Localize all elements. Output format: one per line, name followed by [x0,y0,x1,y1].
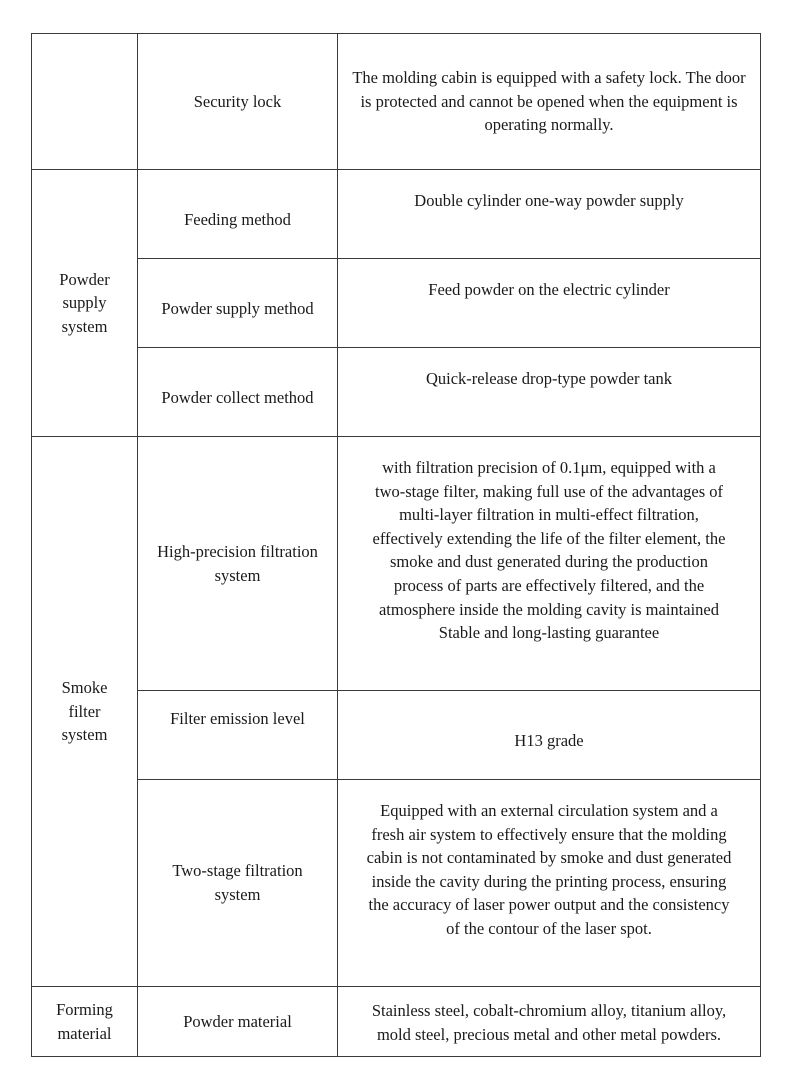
category-line: Powder [59,269,110,289]
label-security-lock: Security lock [138,34,338,170]
table-row [32,780,761,987]
label-line: system [214,565,261,585]
value-line: multi-layer filtration in multi-effect filtration, [399,505,699,525]
spec-table [31,33,761,1057]
category-powder-supply-system [32,170,138,437]
label-feeding-method: Feeding method [138,170,338,259]
value-powder-collect-method: Quick-release drop-type powder tank [338,348,761,437]
value-line: with filtration precision of 0.1μm, equipped with a [382,458,716,477]
value-line: smoke and dust generated during the production [389,552,708,572]
category-forming-material [32,987,138,1057]
label-powder-supply-method: Powder supply method [138,259,338,348]
table-row [32,691,761,780]
category-cell-empty [32,34,138,170]
label-two-stage-filtration [138,780,338,987]
category-line: material [57,1023,112,1043]
value-powder-material [338,987,761,1057]
category-line: system [61,725,108,745]
value-line: Stable and long-lasting guarantee [438,623,660,643]
value-line: of the contour of the laser spot. [446,918,652,938]
table-row [32,348,761,437]
value-line: fresh air system to effectively ensure that the molding [371,824,727,844]
value-line: Stainless steel, cobalt-chromium alloy, titanium alloy, [371,1000,727,1020]
value-feeding-method: Double cylinder one-way powder supply [338,170,761,259]
label-line: High-precision filtration [157,541,318,561]
table-row [32,987,761,1057]
label-high-precision-filtration [138,437,338,691]
category-smoke-filter-system [32,437,138,987]
value-line: inside the cavity during the printing process, ensuring [371,871,727,891]
label-filter-emission-level: Filter emission level [138,691,338,780]
table-row [32,437,761,691]
table-row [32,170,761,259]
value-security-lock: The molding cabin is equipped with a safety lock. The door is protected and cannot be opened when the equipment is operating normally. [338,34,761,170]
value-high-precision-filtration [338,437,761,691]
value-line: effectively extending the life of the filter element, the [372,528,726,548]
value-line: Equipped with an external circulation system and a [380,801,718,820]
value-line: the accuracy of laser power output and the consistency [368,895,730,915]
value-line: mold steel, precious metal and other metal powders. [376,1024,722,1044]
category-line: supply [62,293,107,313]
table-row [32,34,761,170]
label-line: Two-stage filtration [172,861,303,881]
category-line: filter [68,701,101,721]
category-line: system [61,316,108,336]
value-line: process of parts are effectively filtered, and the [393,575,705,595]
label-line: system [214,885,261,904]
value-filter-emission-level: H13 grade [338,691,761,780]
category-line: Forming [56,999,113,1019]
value-line: two-stage filter, making full use of the advantages of [374,481,724,501]
value-line: cabin is not contaminated by smoke and dust generated [366,848,732,868]
label-powder-material: Powder material [138,987,338,1057]
category-line: Smoke [61,678,108,698]
value-line: atmosphere inside the molding cavity is maintained [378,599,719,619]
label-powder-collect-method: Powder collect method [138,348,338,437]
value-two-stage-filtration [338,780,761,987]
value-powder-supply-method: Feed powder on the electric cylinder [338,259,761,348]
table-row [32,259,761,348]
